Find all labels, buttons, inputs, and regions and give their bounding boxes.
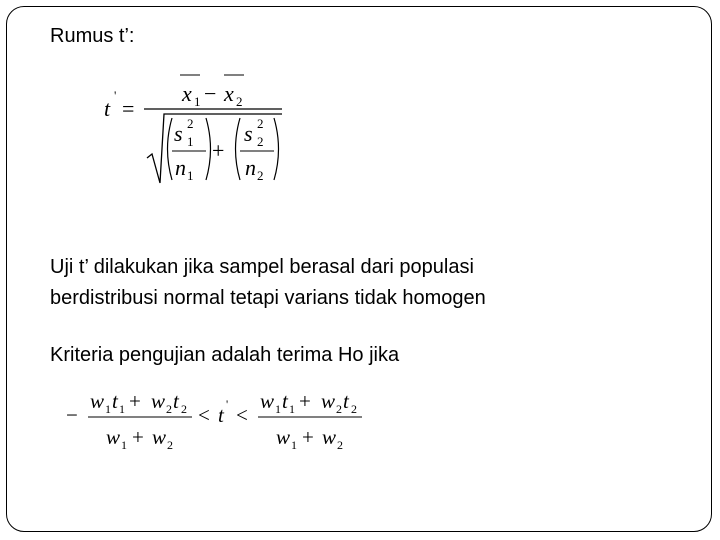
t1-left: t xyxy=(112,389,118,413)
w1-right: w xyxy=(260,389,275,413)
t-symbol: t xyxy=(104,96,111,121)
negative-sign: − xyxy=(66,403,78,427)
n1-symbol: n xyxy=(175,155,186,180)
t-prime-mark: ' xyxy=(114,88,117,103)
t-prime-symbol: t xyxy=(218,403,224,427)
right-paren-1 xyxy=(206,118,211,180)
s1-subscript: 1 xyxy=(187,134,194,149)
less-than-2: < xyxy=(236,403,248,427)
t2-right-sub: 2 xyxy=(351,402,357,416)
plus-right-den: + xyxy=(302,425,314,449)
formula-criteria-svg xyxy=(0,370,720,470)
n2-subscript: 2 xyxy=(257,168,264,183)
formula-criteria xyxy=(0,370,720,470)
plus-left-den: + xyxy=(132,425,144,449)
criteria-text: Kriteria pengujian adalah terima Ho jika xyxy=(50,344,400,366)
w1-left-den-sub: 1 xyxy=(121,438,127,452)
t1-right-sub: 1 xyxy=(289,402,295,416)
w2-left-den-sub: 2 xyxy=(167,438,173,452)
s2-superscript: 2 xyxy=(257,116,264,131)
t2-left: t xyxy=(173,389,179,413)
n1-subscript: 1 xyxy=(187,168,194,183)
w2-left: w xyxy=(151,389,166,413)
t-prime-mark-2: ' xyxy=(226,397,229,411)
plus-left-num: + xyxy=(129,389,141,413)
t2-left-sub: 2 xyxy=(181,402,187,416)
w2-left-den: w xyxy=(152,425,167,449)
plus-sign: + xyxy=(212,138,225,163)
paragraph-line-1: Uji t’ dilakukan jika sampel berasal dari populasi xyxy=(50,256,474,278)
x1-subscript: 1 xyxy=(194,94,201,109)
x1-symbol: x xyxy=(182,81,192,106)
w1-right-den-sub: 1 xyxy=(291,438,297,452)
formula-t-prime-svg xyxy=(0,0,720,200)
t1-right: t xyxy=(282,389,288,413)
s2-subscript: 2 xyxy=(257,134,264,149)
equals-sign: = xyxy=(122,96,135,121)
minus-sign: − xyxy=(204,81,217,106)
w2-left-sub: 2 xyxy=(166,402,172,416)
w1-left-sub: 1 xyxy=(105,402,111,416)
w2-right: w xyxy=(321,389,336,413)
t2-right: t xyxy=(343,389,349,413)
w1-right-sub: 1 xyxy=(275,402,281,416)
paragraph-line-2: berdistribusi normal tetapi varians tidak homogen xyxy=(50,287,486,309)
left-paren-1 xyxy=(168,118,173,180)
w2-right-den: w xyxy=(322,425,337,449)
w2-right-den-sub: 2 xyxy=(337,438,343,452)
heading-rumus: Rumus t’: xyxy=(50,25,135,47)
w1-left-den: w xyxy=(106,425,121,449)
w1-right-den: w xyxy=(276,425,291,449)
formula-t-prime xyxy=(0,0,720,200)
x2-symbol: x xyxy=(224,81,234,106)
s1-symbol: s xyxy=(174,121,183,146)
right-paren-2 xyxy=(274,118,279,180)
s1-superscript: 2 xyxy=(187,116,194,131)
less-than-1: < xyxy=(198,403,210,427)
left-paren-2 xyxy=(236,118,241,180)
t1-left-sub: 1 xyxy=(119,402,125,416)
n2-symbol: n xyxy=(245,155,256,180)
plus-right-num: + xyxy=(299,389,311,413)
s2-symbol: s xyxy=(244,121,253,146)
w1-left: w xyxy=(90,389,105,413)
w2-right-sub: 2 xyxy=(336,402,342,416)
x2-subscript: 2 xyxy=(236,94,243,109)
